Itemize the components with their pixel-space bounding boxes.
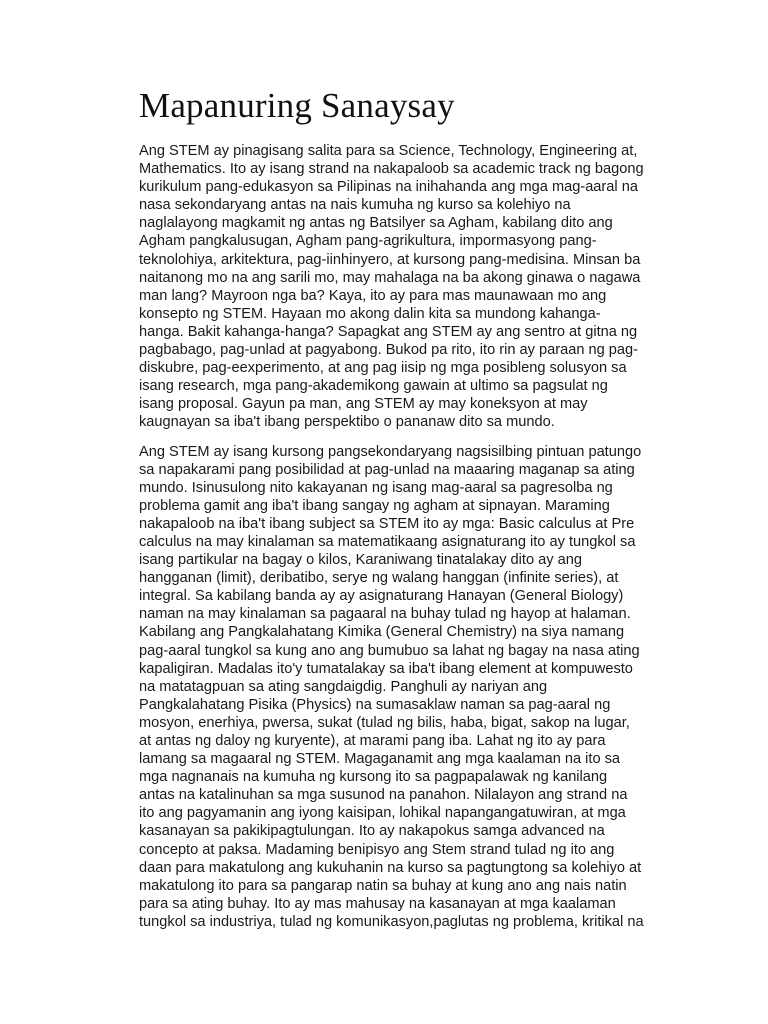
paragraph-2: Ang STEM ay isang kursong pangsekondaryang nagsisilbing pintuan patungo sa napakarami pang posibilidad at pag-unlad na maaaring maganap sa ating mundo. Isinusulong nito kakayanan ng isang mag-aaral sa pagresolba ng problema gamit ang iba't ibang sangay ng agham at sipnayan. Maraming nakapaloob na iba't ibang subject sa STEM ito ay mga: Basic calculus at Pre calculus na may kinalaman sa matematikaang asignaturang ito ay tungkol sa isang partikular na bagay o kilos, Karaniwang tinatalakay dito ay ang hangganan (limit), deribatibo, serye ng walang hanggan (infinite series), at integral. Sa kabilang banda ay ay asignaturang Hanayan (General Biology) naman na may kinalaman sa pagaaral na buhay tulad ng hayop at halaman. Kabilang ang Pangkalahatang Kimika (General Chemistry) na siya namang pag-aaral tungkol sa kung ano ang bumubuo sa lahat ng bagay na nasa ating kapaligiran. Madalas ito'y tumatalakay sa iba't ibang element at kompuwesto na matatagpuan sa ating sangdaigdig. Panghuli ay nariyan ang Pangkalahatang Pisika (Physics) na sumasaklaw naman sa pag-aaral ng mosyon, enerhiya, pwersa, sukat (tulad ng bilis, haba, bigat, sakop na lugar, at antas ng daloy ng kuryente), at marami pang iba. Lahat ng ito ay para lamang sa magaaral ng STEM. Magaganamit ang mga kaalaman na ito sa mga nagnanais na kumuha ng kursong ito sa pagpapalawak ng kanilang antas na katalinuhan sa mga susunod na panahon. Nilalayon ang strand na ito ang pagyamanin ang iyong kaisipan, lohikal napangangatuwiran, at mga kasanayan sa pakikipagtulungan. Ito ay nakapokus samga advanced na concepto at paksa. Madaming benipisyo ang Stem strand tulad ng ito ang daan para makatulong ang kukuhanin na kurso sa pagtungtong sa kolehiyo at makatulong ito para sa pangarap natin sa buhay at kung ano ang nais natin para sa ating buhay. Ito ay mas mahusay na kasanayan at mga kaalaman tungkol sa industriya, tulad ng komunikasyon,paglutas ng problema, kritikal na: [139, 443, 644, 930]
document-page: [139, 84, 675, 942]
document-title: Mapanuring Sanaysay: [139, 86, 455, 125]
paragraph-1: Ang STEM ay pinagisang salita para sa Science, Technology, Engineering at, Mathematics. Ito ay isang strand na nakapaloob sa academic track ng bagong kurikulum pang-edukasyon sa Pilipinas na inihahanda ang mga mag-aaral na nasa sekondaryang antas na nais kumuha ng kurso sa kolehiyo na naglalayong magkamit ng antas ng Batsilyer sa Agham, kabilang dito ang Agham pangkalusugan, Agham pang-agrikultura, impormasyong pang- teknolohiya, arkitektura, pag-iinhinyero, at kursong pang-medisina. Minsan ba naitanong mo na ang sarili mo, may mahalaga na ba akong ginawa o nagawa man lang? Mayroon nga ba? Kaya, ito ay para mas maunawaan mo ang konsepto ng STEM. Hayaan mo akong dalin kita sa mundong kahanga- hanga. Bakit kahanga-hanga? Sapagkat ang STEM ay ang sentro at gitna ng pagbabago, pag-unlad at pagyabong. Bukod pa rito, ito rin ay paraan ng pag- diskubre, pag-eexperimento, at ang pag iisip ng mga posibleng solusyon sa isang research, mga pang-akademikong gawain at ultimo sa pagsulat ng isang proposal. Gayun pa man, ang STEM ay may koneksyon at may kaugnayan sa iba't ibang perspektibo o pananaw dito sa mundo.: [139, 143, 644, 431]
